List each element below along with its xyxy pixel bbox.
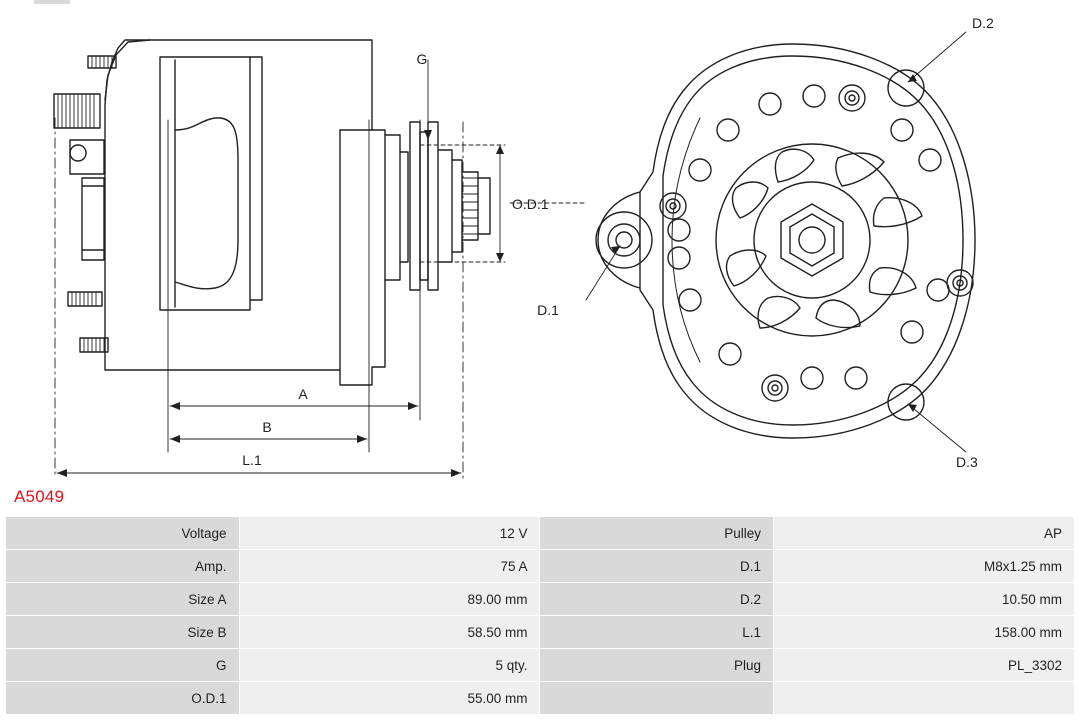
spec-value: 75 A bbox=[239, 550, 540, 583]
label-d3: D.3 bbox=[956, 454, 978, 470]
spec-value: 12 V bbox=[239, 517, 540, 550]
part-number: A5049 bbox=[14, 487, 65, 506]
spec-value: 89.00 mm bbox=[239, 583, 540, 616]
threaded-holes bbox=[660, 85, 973, 401]
label-od1: O.D.1 bbox=[512, 196, 549, 212]
spec-value: M8x1.25 mm bbox=[774, 550, 1075, 583]
pulley bbox=[410, 122, 490, 290]
spec-value-empty bbox=[774, 682, 1075, 715]
table-row bbox=[6, 550, 1075, 583]
fan-outer-circle bbox=[716, 144, 908, 336]
table-row bbox=[6, 517, 1075, 550]
spec-label: Size B bbox=[6, 616, 240, 649]
spec-value: 58.50 mm bbox=[239, 616, 540, 649]
table-row bbox=[6, 649, 1075, 682]
label-g: G bbox=[416, 51, 428, 67]
dimension-lines-left bbox=[55, 60, 586, 478]
spec-value: 5 qty. bbox=[239, 649, 540, 682]
spec-label: L.1 bbox=[540, 616, 774, 649]
spec-label: Pulley bbox=[540, 517, 774, 550]
label-a: A bbox=[298, 386, 308, 402]
spec-label: D.2 bbox=[540, 583, 774, 616]
spec-value: 158.00 mm bbox=[774, 616, 1075, 649]
spec-label: Voltage bbox=[6, 517, 240, 550]
table-row bbox=[6, 616, 1075, 649]
spec-label: G bbox=[6, 649, 240, 682]
spec-value: 10.50 mm bbox=[774, 583, 1075, 616]
spec-label: O.D.1 bbox=[6, 682, 240, 715]
hex-nut bbox=[781, 204, 843, 276]
d1-mount-boss bbox=[596, 192, 652, 288]
spec-label: Amp. bbox=[6, 550, 240, 583]
end-view-body bbox=[596, 44, 975, 438]
label-b: B bbox=[262, 419, 272, 435]
housing-holes bbox=[668, 85, 949, 389]
table-row bbox=[6, 583, 1075, 616]
label-l1: L.1 bbox=[242, 452, 262, 468]
spec-label: Plug bbox=[540, 649, 774, 682]
label-d2: D.2 bbox=[972, 15, 994, 31]
mounting-details bbox=[54, 56, 116, 352]
spec-value: AP bbox=[774, 517, 1075, 550]
spec-label-empty bbox=[540, 682, 774, 715]
specification-table bbox=[5, 516, 1075, 715]
table-row bbox=[6, 682, 1075, 715]
spec-label: Size A bbox=[6, 583, 240, 616]
spec-value: 55.00 mm bbox=[239, 682, 540, 715]
spec-label: D.1 bbox=[540, 550, 774, 583]
label-d1: D.1 bbox=[537, 302, 559, 318]
spec-value: PL_3302 bbox=[774, 649, 1075, 682]
side-view-body bbox=[54, 40, 490, 385]
